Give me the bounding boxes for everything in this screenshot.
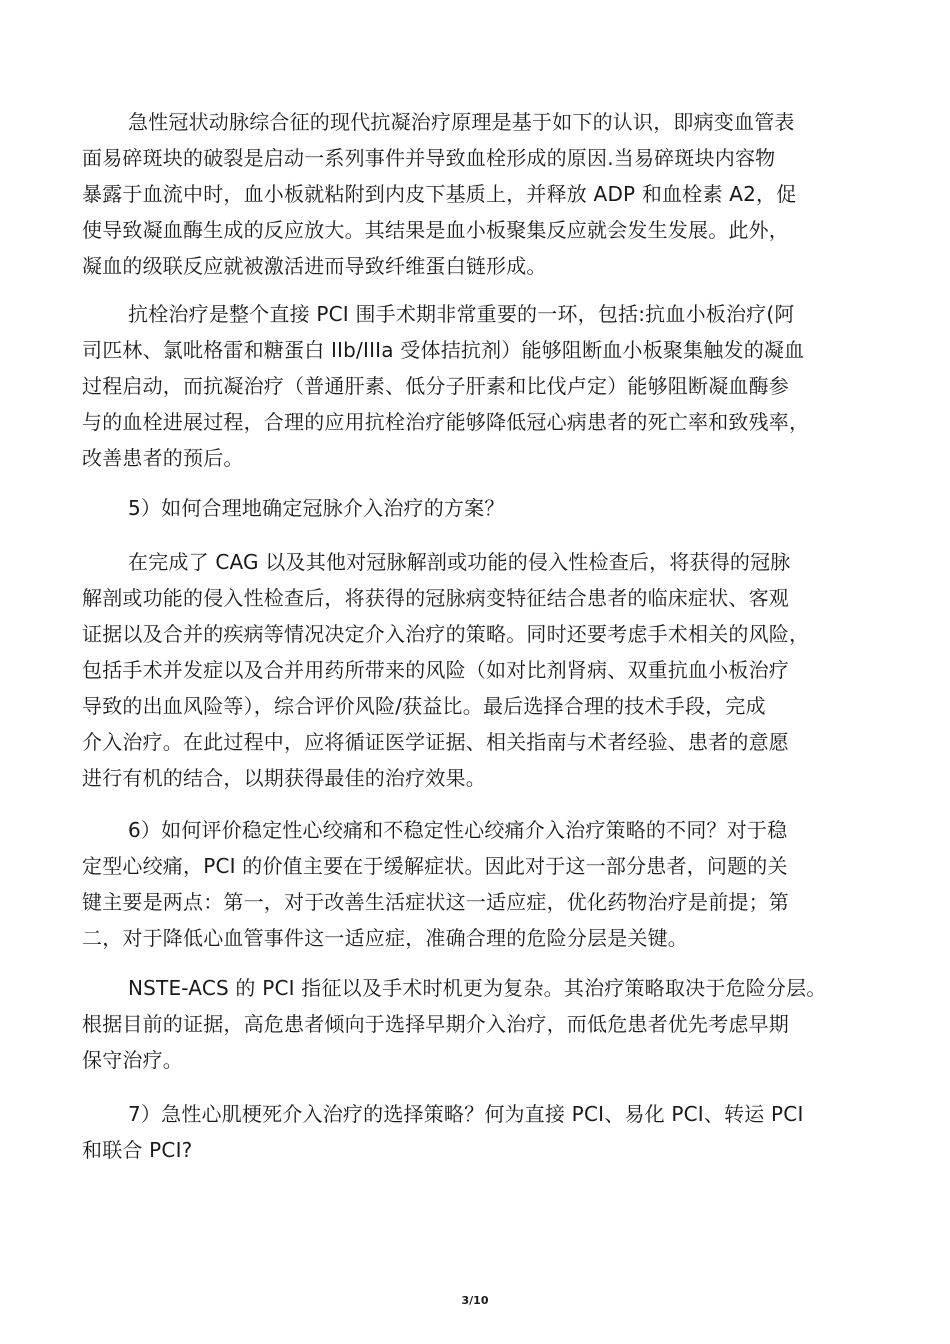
text-line: 司匹林、氯吡格雷和糖蛋白 IIb/IIIa 受体拮抗剂）能够阻断血小板聚集触发的凝血 (82, 338, 805, 362)
text-line: 解剖或功能的侵入性检查后，将获得的冠脉病变特征结合患者的临床症状、客观 (82, 586, 789, 610)
text-line: 介入治疗。在此过程中，应将循证医学证据、相关指南与术者经验、患者的意愿 (82, 730, 789, 754)
text-line: 急性冠状动脉综合征的现代抗凝治疗原理是基于如下的认识，即病变血管表 (128, 110, 795, 134)
text-line: 在完成了 CAG 以及其他对冠脉解剖或功能的侵入性检查后，将获得的冠脉 (128, 550, 791, 574)
paragraph-antithrombotic-therapy (82, 296, 882, 476)
text-line: 6）如何评价稳定性心绞痛和不稳定性心绞痛介入治疗策略的不同？对于稳 (128, 818, 788, 842)
text-line: 过程启动，而抗凝治疗（普通肝素、低分子肝素和比伐卢定）能够阻断凝血酶参 (82, 374, 789, 398)
text-line: 面易碎斑块的破裂是启动一系列事件并导致血栓形成的原因.当易碎斑块内容物 (82, 146, 776, 170)
text-line: NSTE-ACS 的 PCI 指征以及手术时机更为复杂。其治疗策略取决于危险分层。 (128, 976, 827, 1000)
text-line: 改善患者的预后。 (82, 446, 244, 470)
text-line: 定型心绞痛，PCI 的价值主要在于缓解症状。因此对于这一部分患者，问题的关 (82, 854, 788, 878)
text-line: 包括手术并发症以及合并用药所带来的风险（如对比剂肾病、双重抗血小板治疗 (82, 658, 789, 682)
text-line: 5）如何合理地确定冠脉介入治疗的方案？ (128, 496, 505, 520)
text-line: 使导致凝血酶生成的反应放大。其结果是血小板聚集反应就会发生发展。此外， (82, 218, 789, 242)
paragraph-intervention-plan (82, 544, 882, 796)
text-line: 暴露于血流中时，血小板就粘附到内皮下基质上，并释放 ADP 和血栓素 A2，促 (82, 182, 797, 206)
text-line: 与的血栓进展过程，合理的应用抗栓治疗能够降低冠心病患者的死亡率和致残率， (82, 410, 810, 434)
text-line: 7）急性心肌梗死介入治疗的选择策略？何为直接 PCI、易化 PCI、转运 PCI (128, 1102, 804, 1126)
paragraph-nste-acs (82, 970, 882, 1078)
text-line: 和联合 PCI? (82, 1138, 193, 1162)
text-line: 键主要是两点：第一，对于改善生活症状这一适应症，优化药物治疗是前提；第 (82, 890, 789, 914)
text-line: 二，对于降低心血管事件这一适应症，准确合理的危险分层是关键。 (82, 926, 688, 950)
text-line: 保守治疗。 (82, 1048, 183, 1072)
text-line: 凝血的级联反应就被激活进而导致纤维蛋白链形成。 (82, 254, 547, 278)
question-5-heading (82, 490, 882, 526)
text-line: 抗栓治疗是整个直接 PCI 围手术期非常重要的一环，包括:抗血小板治疗(阿 (128, 302, 795, 326)
question-7-heading (82, 1096, 882, 1168)
question-6-paragraph (82, 812, 882, 956)
text-line: 导致的出血风险等），综合评价风险/获益比。最后选择合理的技术手段，完成 (82, 694, 766, 718)
paragraph-acs-anticoagulation (82, 104, 882, 284)
text-line: 进行有机的结合，以期获得最佳的治疗效果。 (82, 766, 486, 790)
text-line: 根据目前的证据，高危患者倾向于选择早期介入治疗，而低危患者优先考虑早期 (82, 1012, 789, 1036)
page-number: 3/10 (461, 1294, 489, 1307)
text-line: 证据以及合并的疾病等情况决定介入治疗的策略。同时还要考虑手术相关的风险， (82, 622, 810, 646)
